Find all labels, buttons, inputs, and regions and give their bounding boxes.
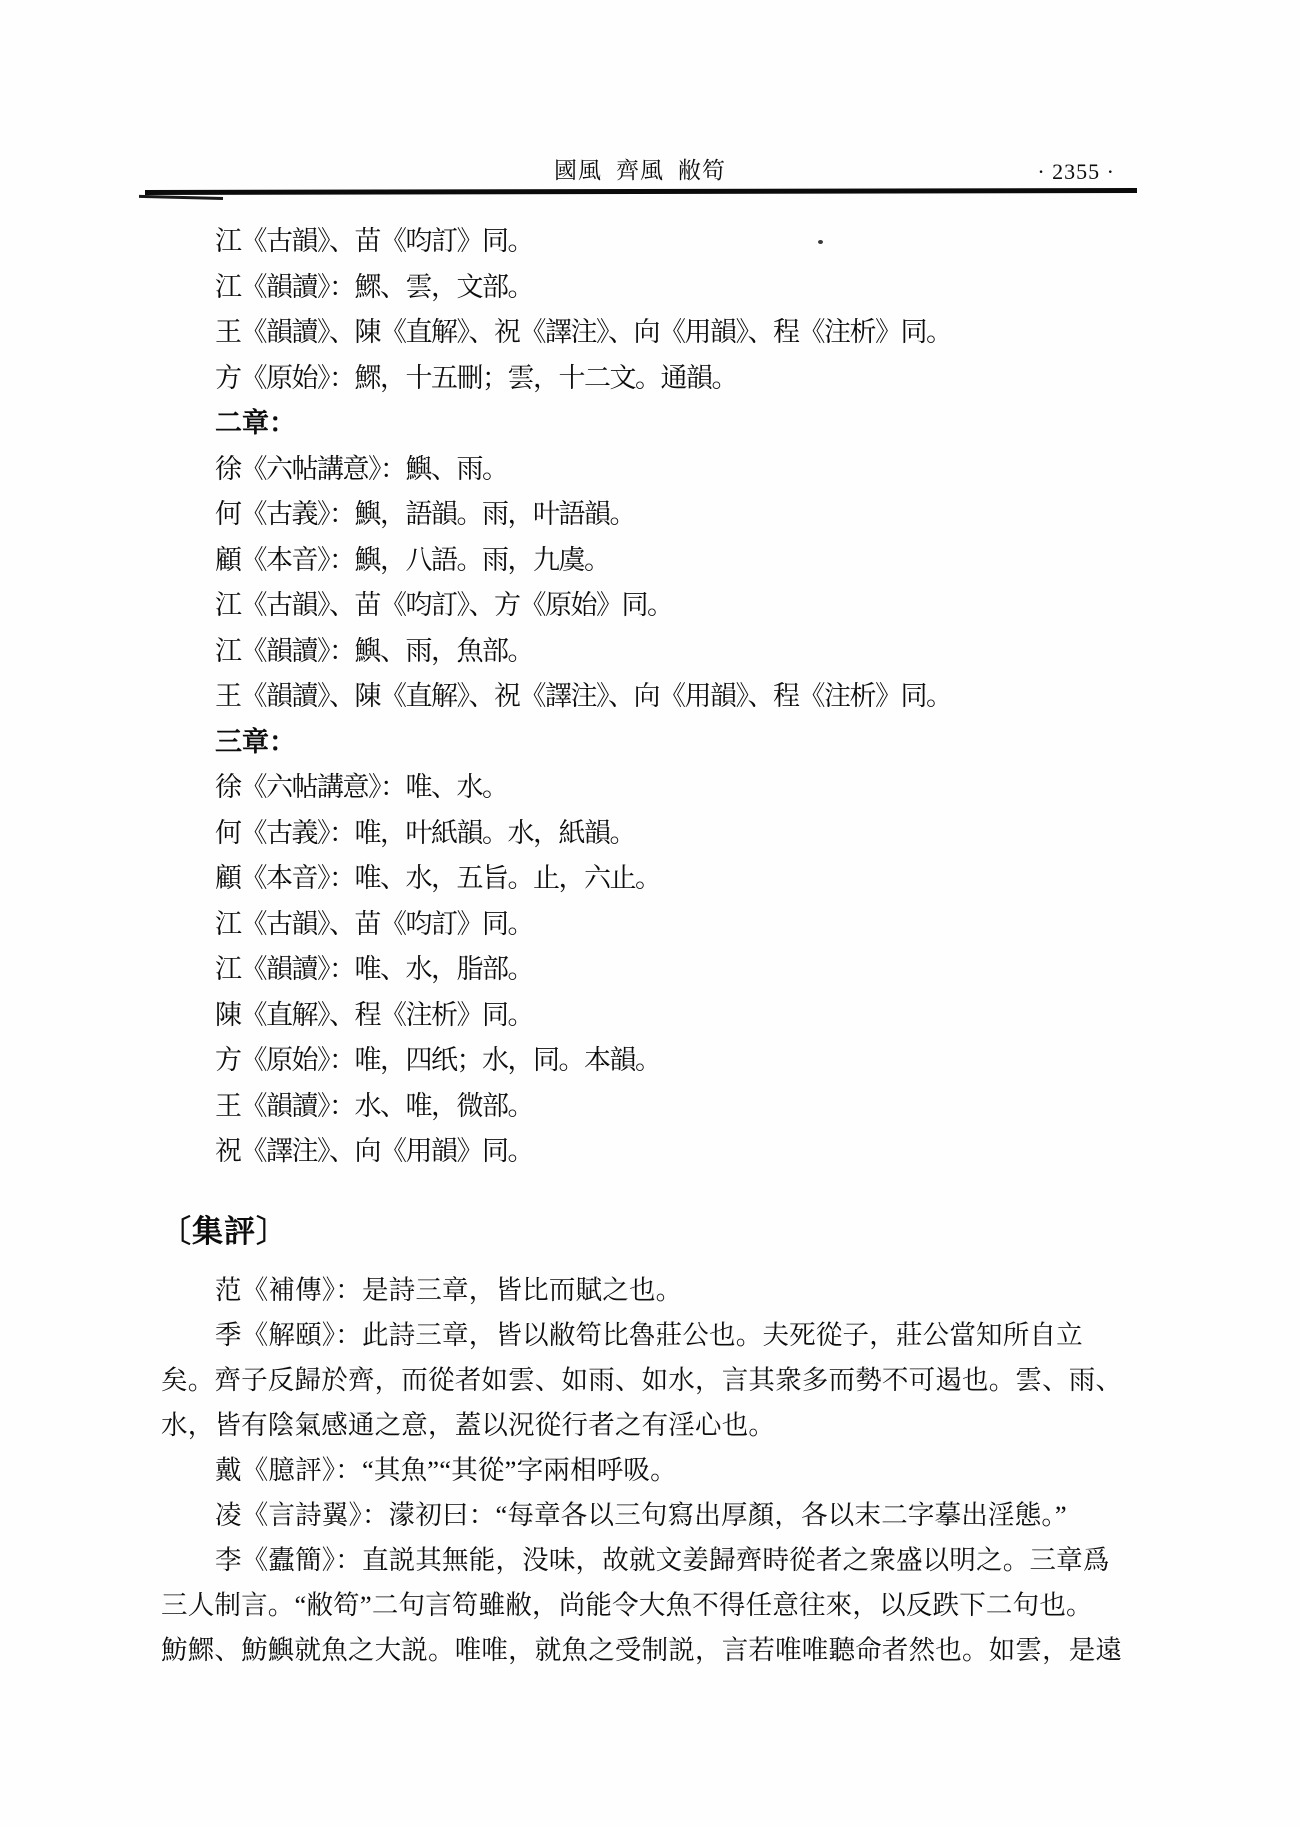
rhyme-lines (215, 219, 1175, 1175)
running-title-subsection: 齊風 (616, 158, 664, 183)
rhyme-line: 江《古韻》、苗《呁訂》同。 (215, 226, 533, 256)
paragraph-line: 魴鰥、魴鱮就魚之大説。唯唯，就魚之受制説，言若唯唯聽命者然也。如雲，是遠 (161, 1635, 1123, 1665)
running-title-poem: 敝笱 (678, 158, 726, 183)
paragraph-line: 李《蠹簡》：直説其無能，没味，故就文姜歸齊時從者之衆盛以明之。三章爲 (215, 1545, 1110, 1575)
scan-dot-artifact (818, 240, 823, 244)
rhyme-line: 何《古義》：鱮，語韻。雨，叶語韻。 (215, 499, 635, 529)
rhyme-line: 江《韻讀》：唯、水，脂部。 (215, 954, 533, 984)
running-title (143, 156, 1137, 186)
rhyme-line: 徐《六帖講意》：鱮、雨。 (215, 453, 508, 484)
paragraph-line: 戴《臆評》：“其魚”“其從”字兩相呼吸。 (215, 1455, 677, 1485)
paragraph-line: 范《補傳》：是詩三章，皆比而賦之也。 (215, 1275, 683, 1305)
rhyme-line: 陳《直解》、程《注析》同。 (215, 999, 533, 1030)
rhyme-line: 王《韻讀》、陳《直解》、祝《譯注》、向《用韻》、程《注析》同。 (215, 681, 952, 711)
rhyme-line: 方《原始》：鰥，十五刪；雲，十二文。通韻。 (215, 362, 737, 393)
header-rule (145, 188, 1137, 195)
chapter-label-line: 二章： (215, 408, 296, 438)
paragraph-line: 三人制言。“敝笱”二句言笱雖敝，尚能令大魚不得任意往來，以反跌下二句也。 (161, 1590, 1093, 1620)
rhyme-line: 江《古韻》、苗《呁訂》、方《原始》同。 (215, 590, 673, 620)
jiping-paragraphs (161, 1268, 1121, 1673)
paragraph-line: 水，皆有陰氣感通之意，蓋以況從行者之有淫心也。 (161, 1410, 776, 1440)
rhyme-line: 方《原始》：唯，四纸；水，同。本韻。 (215, 1045, 661, 1075)
paragraph-line: 季《解頤》：此詩三章，皆以敝笱比魯莊公也。夫死從子，莊公當知所自立 (215, 1320, 1083, 1350)
rhyme-line: 祝《譯注》、向《用韻》同。 (215, 1136, 533, 1166)
page-number: · 2355 · (1037, 159, 1115, 184)
rhyme-line: 顧《本音》：鱮，八語。雨，九虞。 (215, 544, 610, 575)
jiping-heading: 〔集評〕 (160, 1214, 288, 1249)
rhyme-line: 王《韻讀》：水、唯，微部。 (215, 1090, 533, 1121)
rhyme-line: 顧《本音》：唯、水，五旨。止，六止。 (215, 863, 661, 893)
rhyme-line: 何《古義》：唯，叶紙韻。水，紙韻。 (215, 817, 635, 848)
rhyme-line: 江《韻讀》：鱮、雨，魚部。 (215, 635, 533, 666)
rhyme-line: 徐《六帖講意》：唯、水。 (215, 772, 508, 802)
rhyme-line: 江《古韻》、苗《呁訂》同。 (215, 908, 533, 939)
running-title-section: 國風 (554, 158, 602, 183)
page-header (143, 156, 1137, 186)
rhyme-line: 江《韻讀》：鰥、雲，文部。 (215, 271, 533, 302)
paragraph-line: 凌《言詩翼》：濛初曰：“每章各以三句寫出厚顏，各以末二字摹出淫態。” (215, 1500, 1067, 1530)
chapter-label-line: 三章： (215, 726, 296, 757)
rhyme-line: 王《韻讀》、陳《直解》、祝《譯注》、向《用韻》、程《注析》同。 (215, 317, 952, 347)
paragraph-line: 矣。齊子反歸於齊，而從者如雲、如雨、如水，言其衆多而勢不可遏也。雲、雨、 (161, 1365, 1123, 1395)
